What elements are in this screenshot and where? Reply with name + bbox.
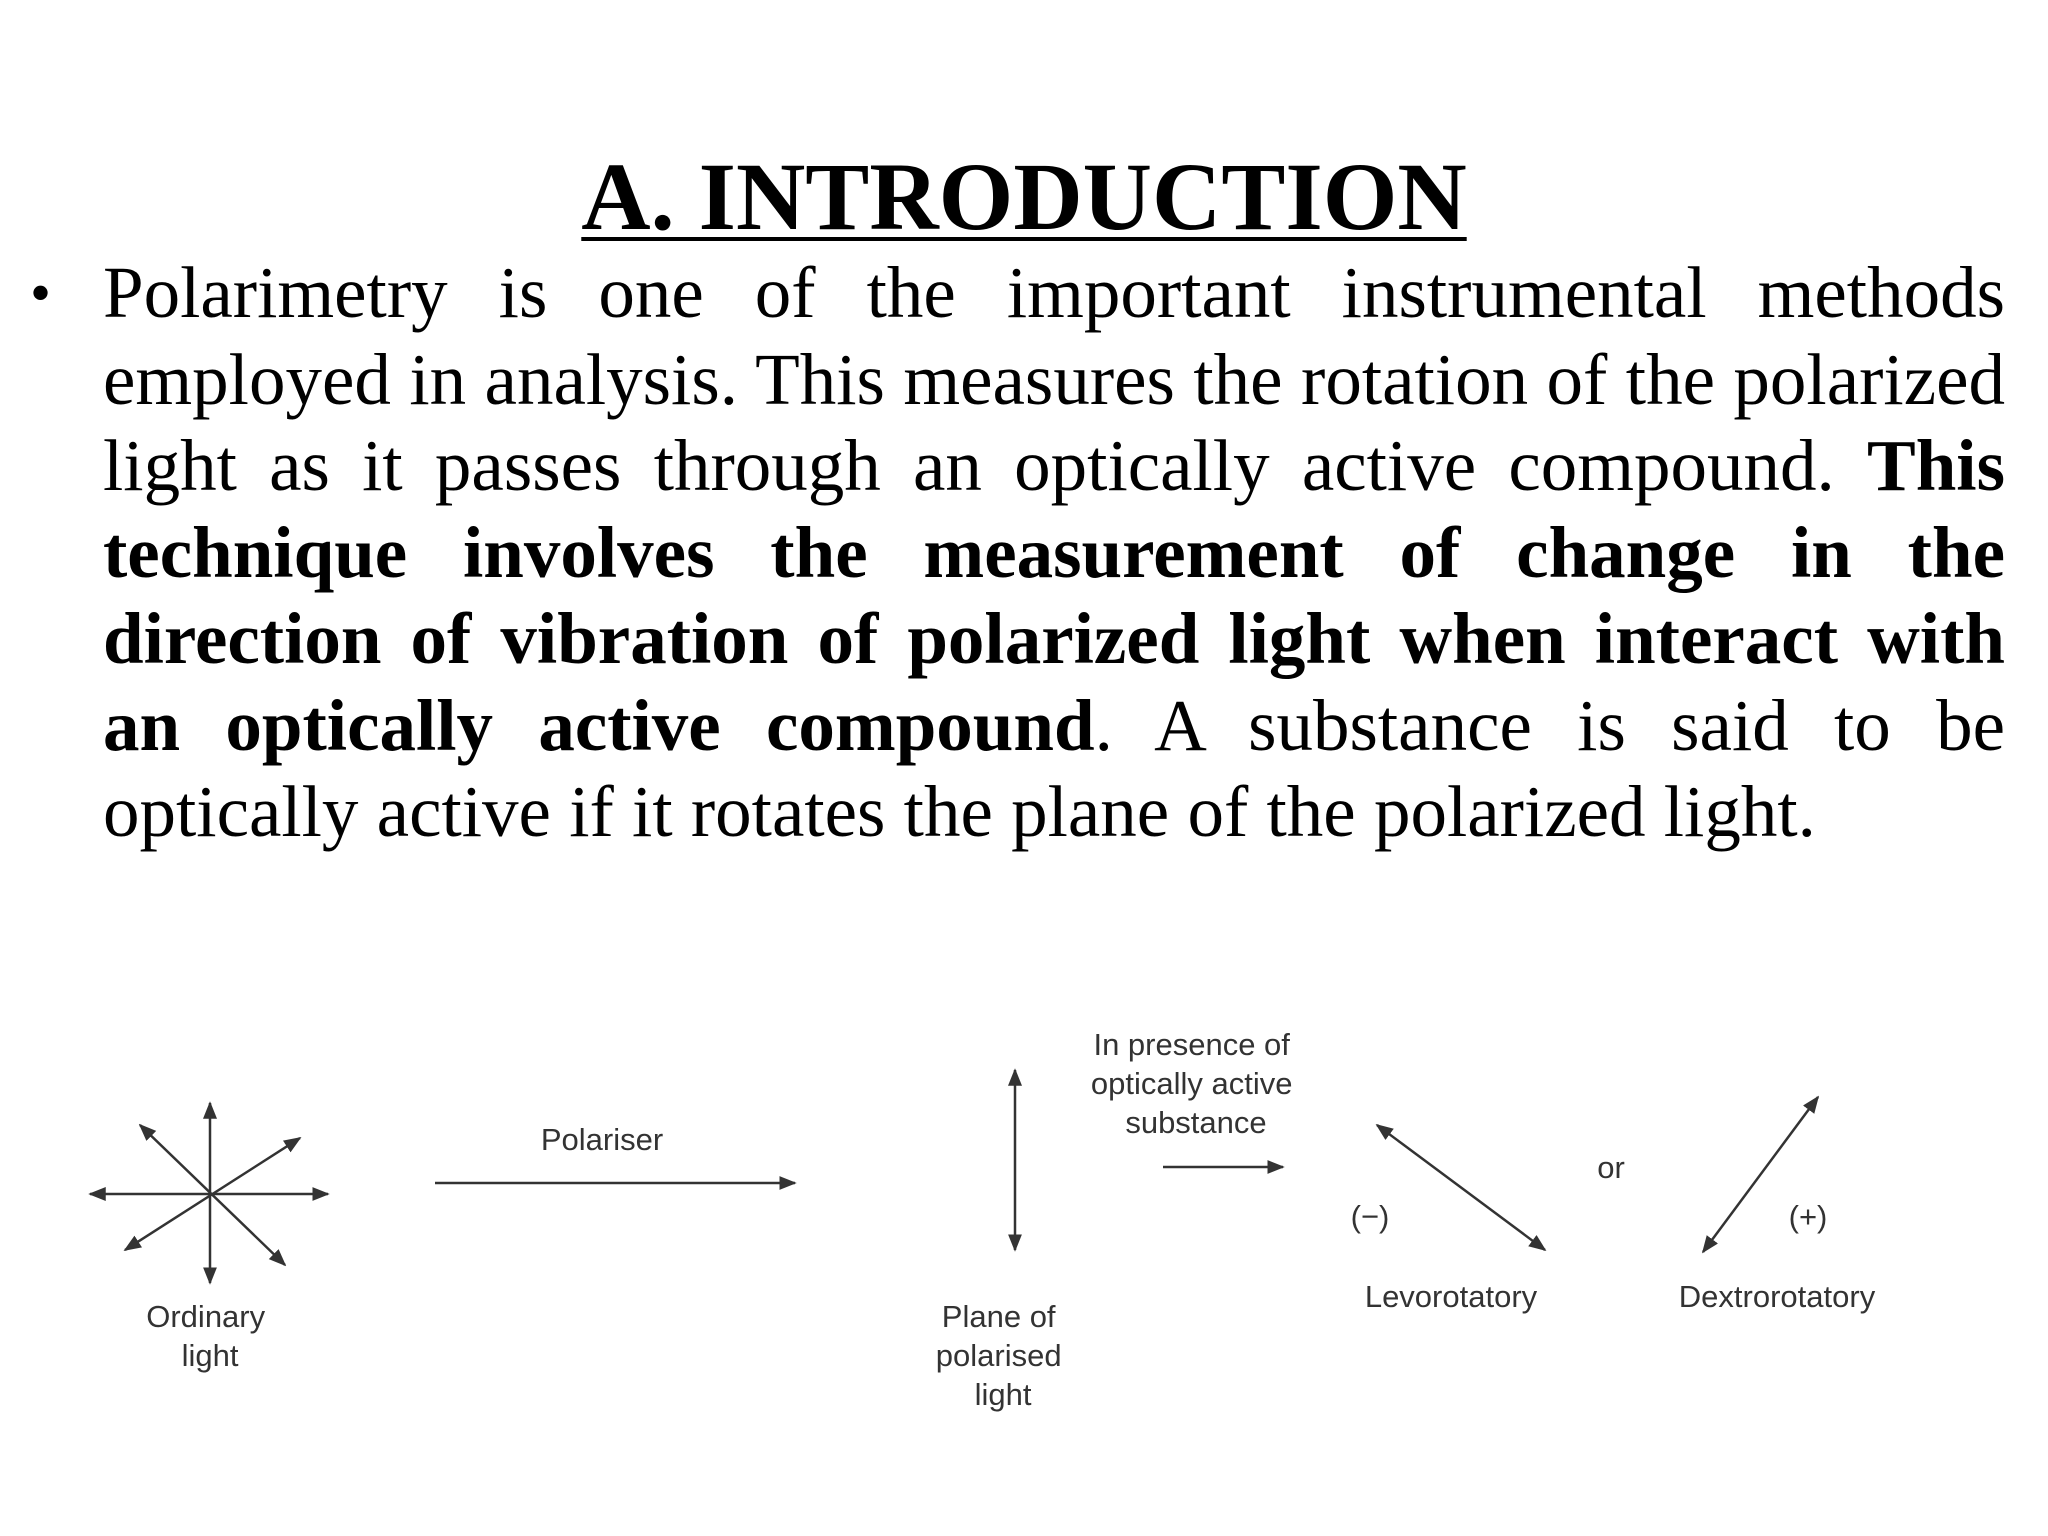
presence-label: In presence of optically active substance [1090, 1027, 1293, 1140]
or-label: or [1597, 1150, 1625, 1185]
levo-label: Levorotatory [1364, 1279, 1538, 1314]
levo-arrow [1377, 1125, 1545, 1250]
ordinary-light-icon [90, 1103, 328, 1283]
paragraph-intro: Polarimetry is one of the important instrumental methods employed in analysis. This measures the rotation of the polarized light as it passes through an optically active compound. [103, 252, 2005, 506]
ordinary-light-label: Ordinary light [146, 1299, 266, 1373]
levo-sign: (−) [1350, 1199, 1390, 1234]
plane-polarised-label: Plane of polarised light [935, 1299, 1062, 1412]
paragraph-emphasis: This technique involves the measurement of change in the direction of vibration of polarized light when interact with an optically active compound [103, 425, 2005, 766]
dextro-label: Dextrorotatory [1678, 1279, 1876, 1314]
polariser-label: Polariser [540, 1122, 664, 1157]
dextro-sign: (+) [1788, 1199, 1828, 1234]
slide-title: A. INTRODUCTION [581, 143, 1467, 250]
bullet-marker: • [30, 260, 52, 326]
paragraph-outro: . A substance is said to be optically active if it rotates the plane of the polarized light. [103, 684, 2005, 852]
